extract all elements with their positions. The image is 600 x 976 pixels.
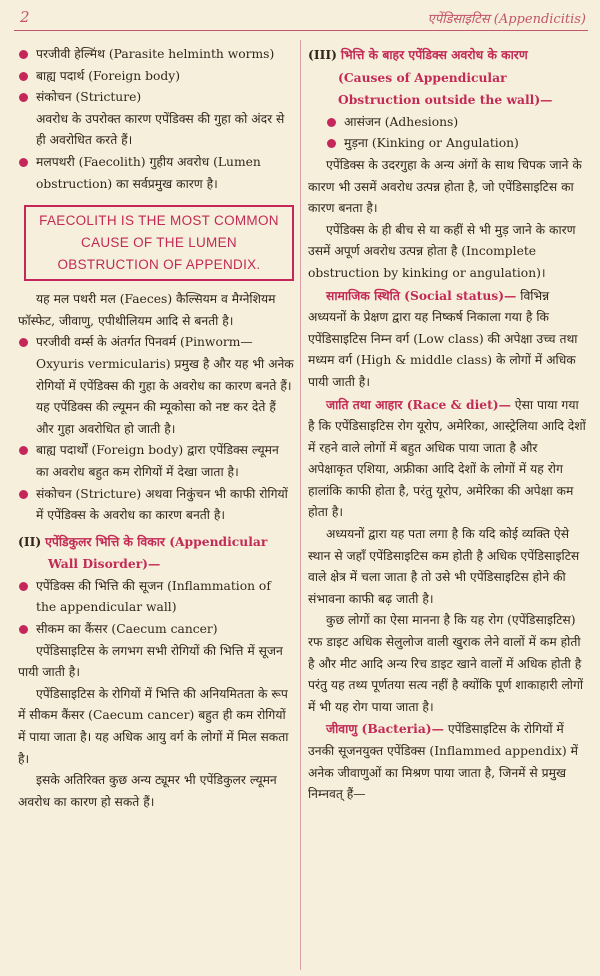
list-item: मलपथरी (Faecolith) गुहीय अवरोध (Lumen obstruction) का सर्वप्रमुख कारण है। <box>18 152 294 195</box>
section-heading <box>308 44 586 112</box>
subheading-bacteria: जीवाणु (Bacteria)— <box>326 721 444 737</box>
paragraph <box>308 718 586 805</box>
section-number: (III) <box>308 47 337 62</box>
column-divider <box>300 40 301 970</box>
subheading-race-diet: जाति तथा आहार (Race & diet)— <box>326 396 511 412</box>
paragraph <box>308 394 586 525</box>
list-item: परजीवी वर्म्स के अंतर्गत पिनवर्म (Pinworm—Oxyuris vermicularis) प्रमुख है और यह भी अनेक रोगियों में एपेंडिक्स की गुहा के अवरोध का कारण बनते हैं। यह एपेंडिक्स की ल्यूमन की म्यूकोसा को नष्ट कर देते हैं और गुहा अवरोधित हो जाती है। <box>18 332 294 440</box>
section-title: एपेंडिकुलर भित्ति के विकार (Appendicular Wall Disorder)— <box>45 533 268 572</box>
paragraph: यह मल पथरी मल (Faeces) कैल्सियम व मैग्नेशियम फॉस्फेट, जीवाणु, एपीथीलियम आदि से बनती है। <box>18 292 276 328</box>
section-heading <box>18 531 294 576</box>
paragraph-text: विभिन्न अध्ययनों के प्रेक्षण द्वारा यह निष्कर्ष निकाला गया है कि एपेंडिसाइटिस निम्न वर्ग (Low class) की अपेक्षा उच्च तथा मध्यम वर्ग (High & middle class) के लोगों में अधिक पायी जाती है। <box>308 288 578 389</box>
running-title: एपेंडिसाइटिस (Appendicitis) <box>427 12 586 27</box>
list-item: बाह्य पदार्थ (Foreign body) <box>18 66 294 88</box>
left-column <box>18 44 294 813</box>
highlight-box: FAECOLITH IS THE MOST COMMON CAUSE OF THE LUMEN OBSTRUCTION OF APPENDIX. <box>24 205 294 281</box>
list-item: सीकम का कैंसर (Caecum cancer) <box>18 619 294 641</box>
list-item: संकोचन (Stricture) अथवा निकुंचन भी काफी रोगियों में एपेंडिक्स के अवरोध का कारण बनती है। <box>18 484 294 527</box>
paragraph-text: ऐसा पाया गया है कि एपेंडिसाइटिस रोग यूरोप, अमेरिका, आस्ट्रेलिया आदि देशों में रहने वाले लोगों में बहुत अधिक पाया जाता है और अपेक्षाकृत एशिया, अफ्रीका आदि देशों के लोगों में यह रोग हालांकि काफी होता है, परंतु यूरोप, अमेरिका की अपेक्षा कम होता है। <box>308 397 586 520</box>
right-column <box>308 44 586 806</box>
list-item: परजीवी हेल्मिंथ (Parasite helminth worms) <box>18 44 294 66</box>
page-header <box>14 4 588 31</box>
paragraph: अवरोध के उपरोक्त कारण एपेंडिक्स की गुहा को अंदर से ही अवरोधित करते हैं। <box>36 111 285 148</box>
list-item: मुड़ना (Kinking or Angulation) <box>308 133 586 155</box>
list-item: एपेंडिक्स की भित्ति की सूजन (Inflammation of the appendicular wall) <box>18 576 294 619</box>
paragraph: कुछ लोगों का ऐसा मानना है कि यह रोग (एपेंडिसाइटिस) रफ डाइट अधिक सेलुलोज वाली खुराक लेने वालों में कम होती है और मीट आदि अन्य रिच डाइट खाने वालों में अधिक होती है परंतु यह तथ्य पूर्णतया सत्य नहीं है क्योंकि पूर्ण शाकाहारी लोगों में भी यह रोग पाया जाता है। <box>308 613 584 714</box>
paragraph: एपेंडिसाइटिस के लगभग सभी रोगियों की भित्ति में सूजन पायी जाती है। <box>18 643 283 680</box>
list-item: संकोचन (Stricture) <box>18 87 294 109</box>
section-title: भित्ति के बाहर एपेंडिक्स अवरोध के कारण (Causes of Appendicular Obstruction outside the wall)— <box>338 47 553 108</box>
section-number: (II) <box>18 533 42 549</box>
page-number: 2 <box>20 8 30 26</box>
paragraph-text: एपेंडिसाइटिस के रोगियों में उनकी सूजनयुक्त एपेंडिक्स (Inflammed appendix) में अनेक जीवाणुओं का मिश्रण पाया जाता है, जिनमें से प्रमुख निम्नवत् हैं— <box>308 722 578 802</box>
paragraph: एपेंडिक्स के उदरगुहा के अन्य अंगों के साथ चिपक जाने के कारण भी उसमें अवरोध उत्पन्न होता है, जो एपेंडिसाइटिस का कारण बनता है। <box>308 157 582 216</box>
paragraph: एपेंडिक्स के ही बीच से या कहीं से भी मुड़ जाने के कारण उसमें अपूर्ण अवरोध उत्पन्न होता है (Incomplete obstruction by kinking or angulation)। <box>308 222 576 280</box>
paragraph <box>308 285 586 394</box>
list-item: बाह्य पदार्थों (Foreign body) द्वारा एपेंडिक्स ल्यूमन का अवरोध बहुत कम रोगियों में देखा जाता है। <box>18 440 294 483</box>
paragraph: इसके अतिरिक्त कुछ अन्य ट्यूमर भी एपेंडिकुलर ल्यूमन अवरोध का कारण हो सकते हैं। <box>18 773 277 809</box>
paragraph: अध्ययनों द्वारा यह पता लगा है कि यदि कोई व्यक्ति ऐसे स्थान से जहाँ एपेंडिसाइटिस कम होती है अधिक एपेंडिसाइटिस वाले क्षेत्र में चला जाता है तो उसे भी एपेंडिसाइटिस होने की संभावना काफी बढ़ जाती है। <box>308 527 580 606</box>
list-item: आसंजन (Adhesions) <box>308 112 586 134</box>
subheading-social-status: सामाजिक स्थिति (Social status)— <box>326 287 517 303</box>
paragraph: एपेंडिसाइटिस के रोगियों में भित्ति की अनियमितता के रूप में सीकम कैंसर (Caecum cancer) बहुत ही कम रोगियों में पाया जाता है। यह अधिक आयु वर्ग के लोगों में मिल सकता है। <box>18 686 289 766</box>
